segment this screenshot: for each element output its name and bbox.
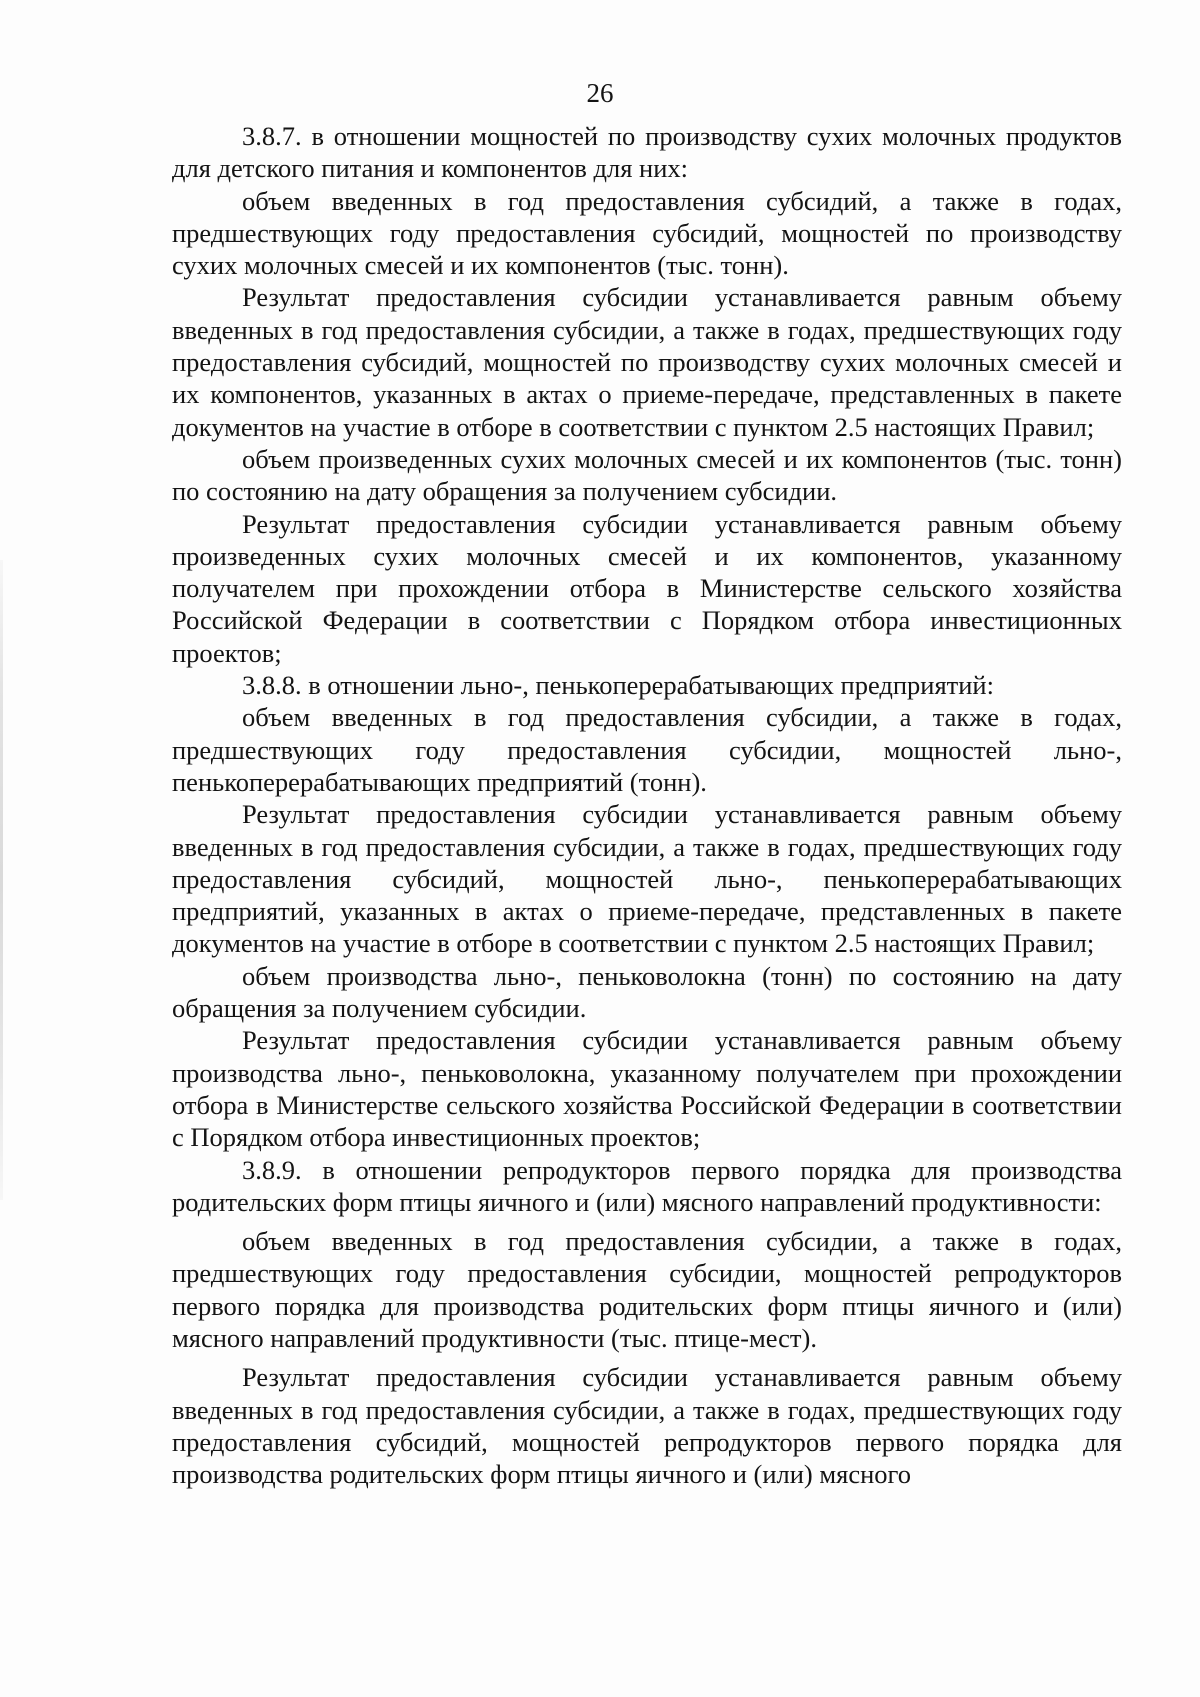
paragraph-volume-capacities-milk: объем введенных в год предоставления субсидий, а также в годах, предшествующих году предоставления субсидий, мощностей по производству сухих молочных смесей и их компонентов (тыс. тонн). — [172, 185, 1122, 281]
paragraph-result-produced-flax: Результат предоставления субсидии устанавливается равным объему производства льно-, пеньковолокна, указанному получателем при прохождении отбора в Министерстве сельского хозяйства Российской Федерации в соответствии с Порядком отбора инвестиционных проектов; — [172, 1025, 1122, 1153]
paragraph-volume-capacities-flax: объем введенных в год предоставления субсидии, а также в годах, предшествующих году предоставления субсидии, мощностей льно-, пенькоперерабатывающих предприятий (тонн). — [172, 702, 1122, 797]
document-body — [172, 120, 1122, 1490]
paragraph-3-8-8-heading: 3.8.8. в отношении льно-, пенькоперерабатывающих предприятий: — [242, 670, 994, 701]
page-number: 26 — [586, 78, 614, 108]
paragraph-result-produced-milk: Результат предоставления субсидии устанавливается равным объему произведенных сухих молочных смесей и их компонентов, указанному получателем при прохождении отбора в Министерстве сельского хозяйства Российской Федерации в соответствии с Порядком отбора инвестиционных проектов; — [172, 508, 1122, 668]
paragraph-volume-produced-milk: объем произведенных сухих молочных смесей и их компонентов (тыс. тонн) по состоянию на дату обращения за получением субсидии. — [172, 443, 1122, 507]
scan-edge-shadow — [0, 560, 3, 1200]
paragraph-volume-capacities-poultry: объем введенных в год предоставления субсидии, а также в годах, предшествующих году предоставления субсидии, мощностей репродукторов первого порядка для производства родительских форм птицы яичного и (или) мясного направлений продуктивности (тыс. птице-мест). — [172, 1226, 1122, 1353]
paragraph-result-capacities-poultry: Результат предоставления субсидии устанавливается равным объему введенных в год предоставления субсидии, а также в годах, предшествующих году предоставления субсидий, мощностей репродукторов первого порядка для производства родительских форм птицы яичного и (или) мясного — [172, 1362, 1122, 1490]
paragraph-result-capacities-flax: Результат предоставления субсидии устанавливается равным объему введенных в год предоставления субсидии, а также в годах, предшествующих году предоставления субсидий, мощностей льно-, пенькоперерабатывающих предприятий, указанных в актах о приеме-передаче, представленных в пакете документов на участие в отборе в соответствии с пунктом 2.5 настоящих Правил; — [172, 799, 1122, 959]
paragraph-result-capacities-milk: Результат предоставления субсидии устанавливается равным объему введенных в год предоставления субсидии, а также в годах, предшествующих году предоставления субсидий, мощностей по производству сухих молочных смесей и их компонентов, указанных в актах о приеме-передаче, представленных в пакете документов на участие в отборе в соответствии с пунктом 2.5 настоящих Правил; — [172, 282, 1122, 442]
paragraph-3-8-9-heading: 3.8.9. в отношении репродукторов первого порядка для производства родительских форм птицы яичного и (или) мясного направлений продуктивности: — [172, 1154, 1122, 1217]
paragraph-volume-produced-flax: объем производства льно-, пеньковолокна (тонн) по состоянию на дату обращения за получением субсидии. — [172, 960, 1122, 1024]
paragraph-3-8-7-heading: 3.8.7. в отношении мощностей по производству сухих молочных продуктов для детского питания и компонентов для них: — [172, 121, 1122, 184]
